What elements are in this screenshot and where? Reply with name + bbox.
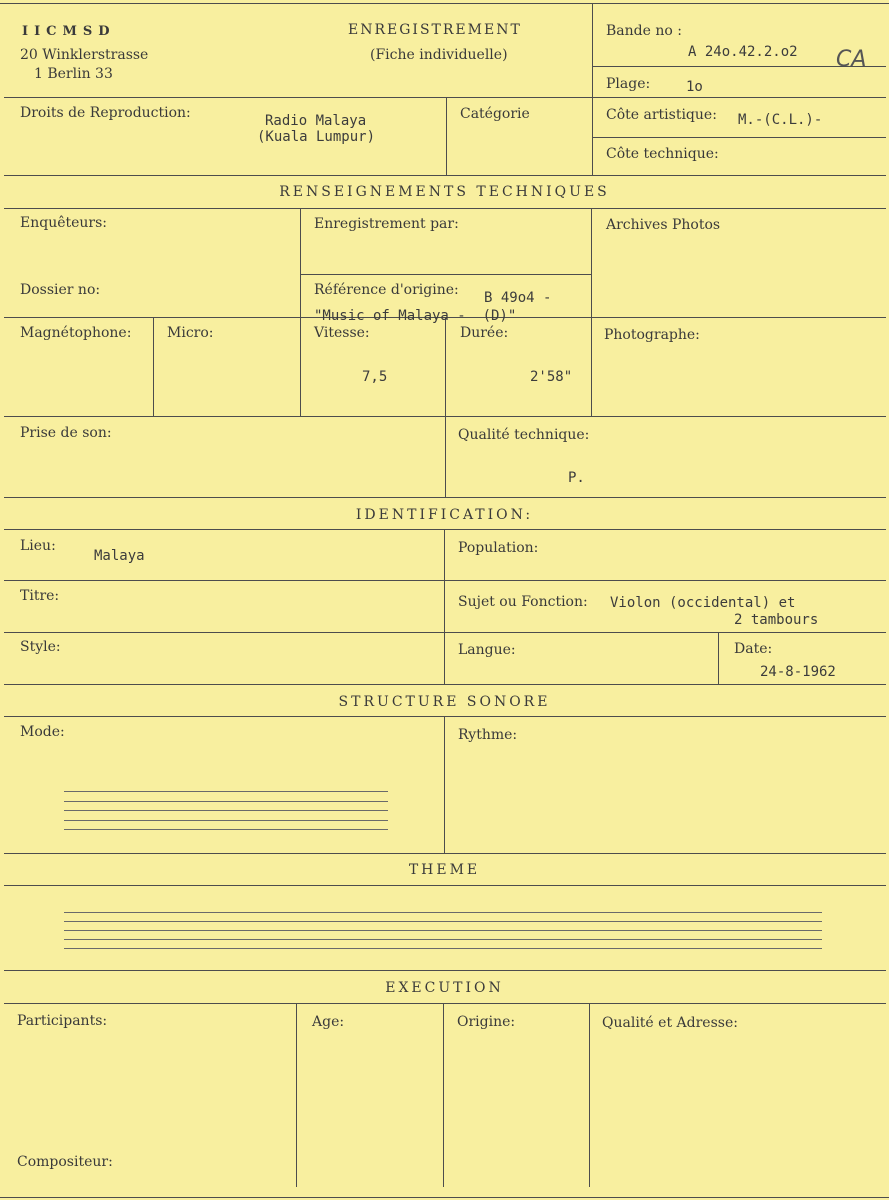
rule <box>300 274 592 275</box>
reference-value-line-1: B 49o4 - <box>484 290 552 306</box>
rule <box>4 970 886 971</box>
theme-line <box>64 939 822 940</box>
cote-technique-label: Côte technique: <box>606 146 719 162</box>
rule <box>4 497 886 498</box>
rule <box>296 1003 297 1187</box>
prise-de-son-label: Prise de son: <box>20 425 112 441</box>
micro-label: Micro: <box>167 325 214 341</box>
reference-label: Référence d'origine: <box>314 282 459 298</box>
rule <box>446 97 447 175</box>
rule <box>444 716 445 853</box>
rule <box>4 684 886 685</box>
rule <box>443 1003 444 1187</box>
lieu-label: Lieu: <box>20 538 56 554</box>
mode-line <box>64 820 388 821</box>
vitesse-label: Vitesse: <box>314 325 370 341</box>
age-label: Age: <box>312 1014 345 1030</box>
card-subtitle: (Fiche individuelle) <box>370 47 508 63</box>
lieu-value: Malaya <box>94 548 145 564</box>
origine-label: Origine: <box>457 1014 516 1030</box>
theme-line <box>64 930 822 931</box>
droits-value-line-2: (Kuala Lumpur) <box>257 129 376 145</box>
photographe-label: Photographe: <box>604 327 700 343</box>
droits-value-line-1: Radio Malaya <box>265 113 367 129</box>
population-label: Population: <box>458 540 539 556</box>
mode-label: Mode: <box>20 724 65 740</box>
bande-label: Bande no : <box>606 23 682 39</box>
rule <box>4 97 886 98</box>
plage-label: Plage: <box>606 76 651 92</box>
qualite-technique-label: Qualité technique: <box>458 427 590 443</box>
section-structure-sonore: STRUCTURE SONORE <box>338 694 551 710</box>
bande-value: A 24o.42.2.o2 <box>688 44 798 60</box>
mode-line <box>64 791 388 792</box>
sujet-label: Sujet ou Fonction: <box>458 594 588 610</box>
section-identification: IDENTIFICATION: <box>355 507 534 523</box>
qualite-technique-value: P. <box>568 470 585 486</box>
address-line-2: 1 Berlin 33 <box>34 66 113 82</box>
style-label: Style: <box>20 639 61 655</box>
cote-artistique-label: Côte artistique: <box>606 107 717 123</box>
duree-label: Durée: <box>460 325 509 341</box>
address-line-1: 20 Winklerstrasse <box>20 47 149 63</box>
rule <box>592 137 886 138</box>
rule <box>4 529 886 530</box>
rule <box>4 853 886 854</box>
rule <box>4 1003 886 1004</box>
section-renseignements-techniques: RENSEIGNEMENTS TECHNIQUES <box>279 184 610 200</box>
org-logo: IICMSD <box>22 24 116 39</box>
theme-line <box>64 948 822 949</box>
cote-artistique-value: M.-(C.L.)- <box>738 112 823 128</box>
rule <box>153 317 154 416</box>
rule <box>718 632 719 684</box>
theme-line <box>64 912 822 913</box>
rule <box>0 1197 889 1198</box>
enregistrement-par-label: Enregistrement par: <box>314 216 459 232</box>
reference-value-line-2: "Music of Malaya - (D)" <box>314 308 517 324</box>
vitesse-value: 7,5 <box>362 369 388 385</box>
handwritten-initials: CA <box>836 47 867 72</box>
enqueteurs-label: Enquêteurs: <box>20 215 108 231</box>
rule <box>591 208 592 416</box>
duree-value: 2'58" <box>530 369 573 385</box>
rule <box>0 3 889 4</box>
rule <box>589 1003 590 1187</box>
card-title: ENREGISTREMENT <box>348 22 522 38</box>
date-label: Date: <box>734 641 773 657</box>
section-theme: THEME <box>408 862 481 878</box>
rule <box>4 716 886 717</box>
magnetophone-label: Magnétophone: <box>20 325 132 341</box>
mode-line <box>64 801 388 802</box>
date-value: 24-8-1962 <box>760 664 836 680</box>
plage-value: 1o <box>686 79 703 95</box>
rule <box>592 3 593 175</box>
participants-label: Participants: <box>17 1013 108 1029</box>
droits-label: Droits de Reproduction: <box>20 105 191 121</box>
rythme-label: Rythme: <box>458 727 518 743</box>
langue-label: Langue: <box>458 642 516 658</box>
qualite-adresse-label: Qualité et Adresse: <box>602 1015 738 1031</box>
mode-line <box>64 810 388 811</box>
rule <box>444 529 445 684</box>
titre-label: Titre: <box>20 588 60 604</box>
rule <box>4 885 886 886</box>
sujet-value-line-2: 2 tambours <box>734 612 819 628</box>
dossier-label: Dossier no: <box>20 282 101 298</box>
mode-line <box>64 829 388 830</box>
rule <box>4 580 886 581</box>
section-execution: EXECUTION <box>385 980 504 996</box>
categorie-label: Catégorie <box>460 106 530 122</box>
rule <box>445 317 446 497</box>
archives-photos-label: Archives Photos <box>606 217 721 233</box>
rule <box>300 208 301 416</box>
sujet-value-line-1: Violon (occidental) et <box>610 595 796 611</box>
rule <box>4 208 886 209</box>
compositeur-label: Compositeur: <box>17 1154 113 1170</box>
theme-line <box>64 921 822 922</box>
rule <box>4 632 886 633</box>
rule <box>4 175 886 176</box>
